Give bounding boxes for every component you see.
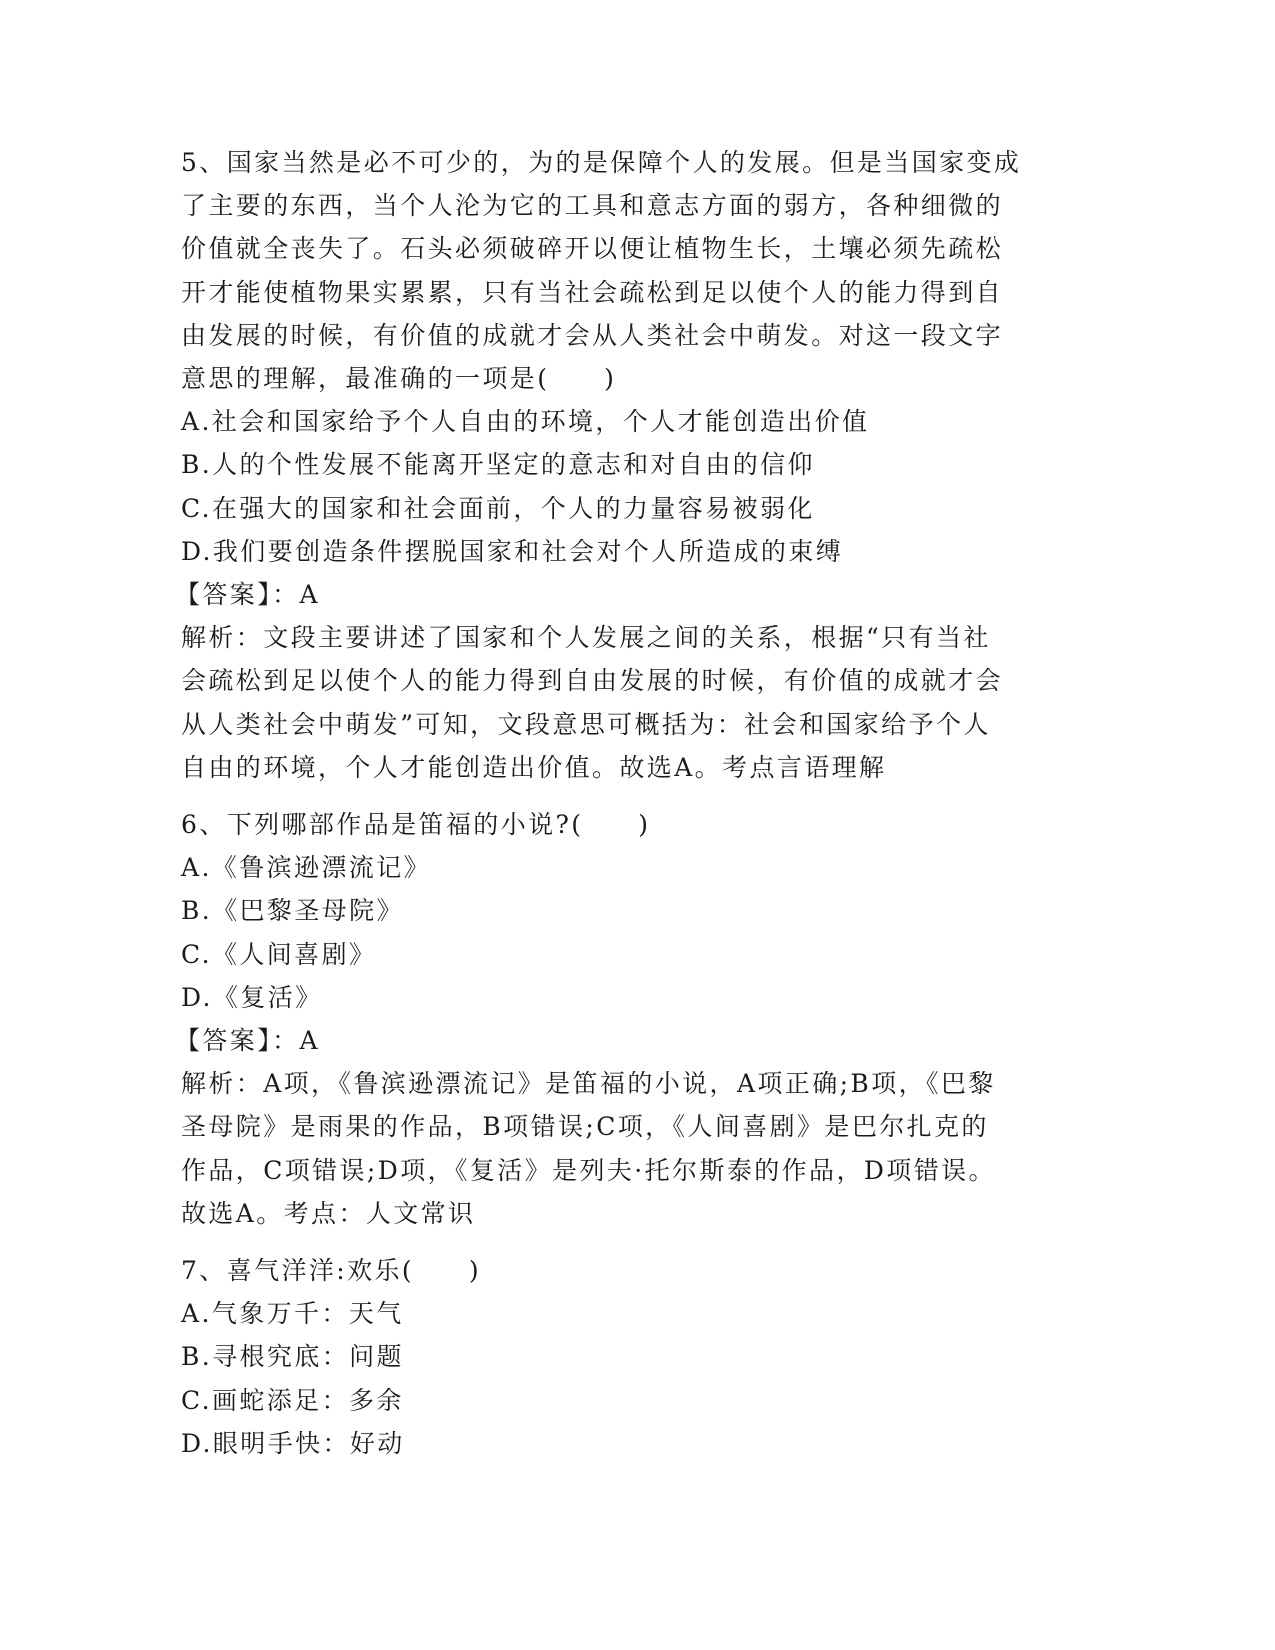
analysis-line: 自由的环境，个人才能创造出价值。故选A。考点言语理解 (181, 752, 887, 782)
analysis-line: 解析：A项，《鲁滨逊漂流记》是笛福的小说，A项正确;B项，《巴黎 (181, 1069, 996, 1099)
option-c: C.在强大的国家和社会面前，个人的力量容易被弱化 (181, 493, 815, 523)
option-d: D.《复活》 (181, 982, 323, 1012)
question-stem-line: 6、下列哪部作品是笛福的小说?( ) (181, 810, 651, 840)
answer-label: 【答案】：A (175, 1026, 320, 1056)
question-6 (175, 803, 1081, 1235)
analysis-line: 会疏松到足以使个人的能力得到自由发展的时候，有价值的成就才会 (181, 666, 1004, 696)
option-c: C.画蛇添足：多余 (181, 1385, 404, 1415)
question-spacer (181, 789, 1081, 803)
option-c: C.《人间喜剧》 (181, 939, 377, 969)
document-page (175, 141, 1081, 1465)
option-b: B.寻根究底：问题 (181, 1342, 404, 1372)
question-stem-line: 了主要的东西，当个人沦为它的工具和意志方面的弱方，各种细微的 (181, 191, 1004, 221)
analysis-line: 作品，C项错误;D项，《复活》是列夫·托尔斯泰的作品，D项错误。 (181, 1155, 996, 1185)
question-stem-line: 5、国家当然是必不可少的，为的是保障个人的发展。但是当国家变成 (181, 148, 1022, 177)
option-b: B.《巴黎圣母院》 (181, 896, 404, 926)
question-stem-line: 开才能使植物果实累累，只有当社会疏松到足以使个人的能力得到自 (181, 277, 1004, 307)
analysis-line: 圣母院》是雨果的作品，B项错误;C项，《人间喜剧》是巴尔扎克的 (181, 1112, 989, 1142)
question-stem-line: 7、喜气洋洋:欢乐( ) (181, 1256, 482, 1286)
question-stem-line: 意思的理解，最准确的一项是( ) (181, 364, 617, 394)
option-a: A.社会和国家给予个人自由的环境，个人才能创造出价值 (181, 407, 870, 437)
option-d: D.我们要创造条件摆脱国家和社会对个人所造成的束缚 (181, 536, 844, 566)
option-b: B.人的个性发展不能离开坚定的意志和对自由的信仰 (181, 450, 815, 480)
analysis-line: 从人类社会中萌发”可知，文段意思可概括为：社会和国家给予个人 (181, 709, 991, 739)
question-7 (181, 1249, 1081, 1465)
question-stem-line: 由发展的时候，有价值的成就才会从人类社会中萌发。对这一段文字 (181, 320, 1004, 350)
option-a: A.气象万千：天气 (181, 1299, 404, 1329)
option-a: A.《鲁滨逊漂流记》 (181, 853, 432, 883)
analysis-line: 故选A。考点：人文常识 (181, 1198, 476, 1228)
analysis-line: 解析：文段主要讲述了国家和个人发展之间的关系，根据“只有当社 (181, 623, 991, 653)
option-d: D.眼明手快：好动 (181, 1428, 405, 1458)
question-stem-line: 价值就全丧失了。石头必须破碎开以便让植物生长，土壤必须先疏松 (181, 234, 1004, 264)
question-5 (175, 141, 1081, 789)
question-spacer (181, 1235, 1081, 1249)
answer-label: 【答案】：A (175, 580, 320, 610)
